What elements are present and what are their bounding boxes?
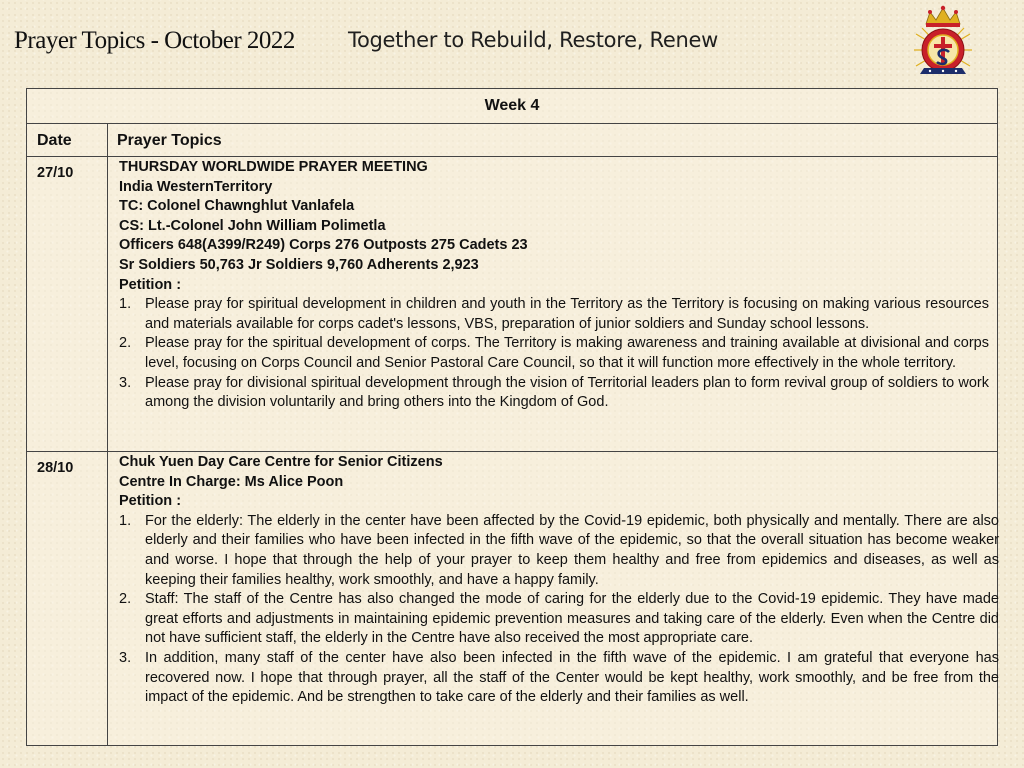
list-item <box>119 590 999 649</box>
row-topics <box>119 453 999 708</box>
item-text: For the elderly: The elderly in the center have been affected by the Covid-19 epidemic, both physically and mentally. There are also elderly and their families who have been infected in the fifth wave of the epidemic, so that the overall situation has become weaker and worse. I hope that through the help of your prayer to keep them healthy and free from epidemics and diseases, as well as keeping their families healthy, work smoothly, and have a happy family. <box>145 512 999 588</box>
item-number: 3. <box>119 374 132 391</box>
prayer-topics-table <box>26 88 998 746</box>
table-row <box>27 157 997 452</box>
list-item <box>119 374 989 413</box>
item-number: 2. <box>119 335 132 352</box>
column-header-date: Date <box>37 132 72 149</box>
territorial-commander: TC: Colonel Chawnghlut Vanlafela <box>119 198 355 215</box>
topic-heading: Chuk Yuen Day Care Centre for Senior Citizens <box>119 454 443 470</box>
item-number: 1. <box>119 296 132 313</box>
item-number: 3. <box>119 649 132 666</box>
week-label: Week 4 <box>484 97 540 114</box>
chief-secretary: CS: Lt.-Colonel John William Polimetla <box>119 217 386 234</box>
topic-heading: THURSDAY WORLDWIDE PRAYER MEETING <box>119 159 428 175</box>
item-number: 2. <box>119 591 132 608</box>
row-date: 27/10 <box>37 165 74 181</box>
petition-label: Petition : <box>119 493 182 510</box>
table-header-row <box>27 124 997 157</box>
item-text: In addition, many staff of the center have also been infected in the fifth wave of the epidemic. I am grateful that everyone has recovered now. I hope that through prayer, all the staff of the Center would be kept healthy, work smoothly, and be free from the impact of the epidemic. And be strengthen to take care of the elderly and their families as well. <box>145 649 999 706</box>
petition-label: Petition : <box>119 276 182 293</box>
list-item <box>119 649 999 708</box>
list-item <box>119 334 989 373</box>
column-divider <box>107 124 108 745</box>
centre-in-charge: Centre In Charge: Ms Alice Poon <box>119 473 344 490</box>
list-item <box>119 295 989 334</box>
salvation-army-crest-icon <box>912 4 974 80</box>
soldiers-stats: Sr Soldiers 50,763 Jr Soldiers 9,760 Adherents 2,923 <box>119 256 479 273</box>
row-date: 28/10 <box>37 460 74 476</box>
territory-name: India WesternTerritory <box>119 178 273 195</box>
item-text: Please pray for spiritual development in children and youth in the Territory as the Territory is focusing on making various resources and materials available for corps cadet's lessons, VBS, preparation of junior soldiers and Sunday school lessons. <box>145 296 989 332</box>
week-row <box>27 89 997 124</box>
item-text: Please pray for divisional spiritual development through the vision of Territorial leaders plan to form revival group of soldiers to work among the division voluntarily and bring others into the Kingdom of God. <box>145 374 989 411</box>
officers-stats: Officers 648(A399/R249) Corps 276 Outposts 275 Cadets 23 <box>119 237 528 254</box>
row-topics <box>119 158 989 413</box>
page-header <box>0 0 1024 86</box>
item-number: 1. <box>119 512 132 529</box>
table-row <box>27 452 997 745</box>
item-text: Please pray for the spiritual development of corps. The Territory is making awareness and training available at divisional and corps level, focusing on Corps Council and Senior Pastoral Care Council, so that it will function more effectively in the whole territory. <box>145 335 989 371</box>
page-subtitle: Together to Rebuild, Restore, Renew <box>348 28 718 52</box>
page-title: Prayer Topics - October 2022 <box>14 27 295 54</box>
item-text: Staff: The staff of the Centre has also changed the mode of caring for the elderly due to the Covid-19 epidemic. They have made great efforts and adjustments in maintaining epidemic prevention measures and taking care of the elderly. Even when the Centre did not have sufficient staff, the elderly in the Centre have also received the most appropriate care. <box>145 591 999 647</box>
column-header-topics: Prayer Topics <box>117 132 222 149</box>
list-item <box>119 512 999 590</box>
